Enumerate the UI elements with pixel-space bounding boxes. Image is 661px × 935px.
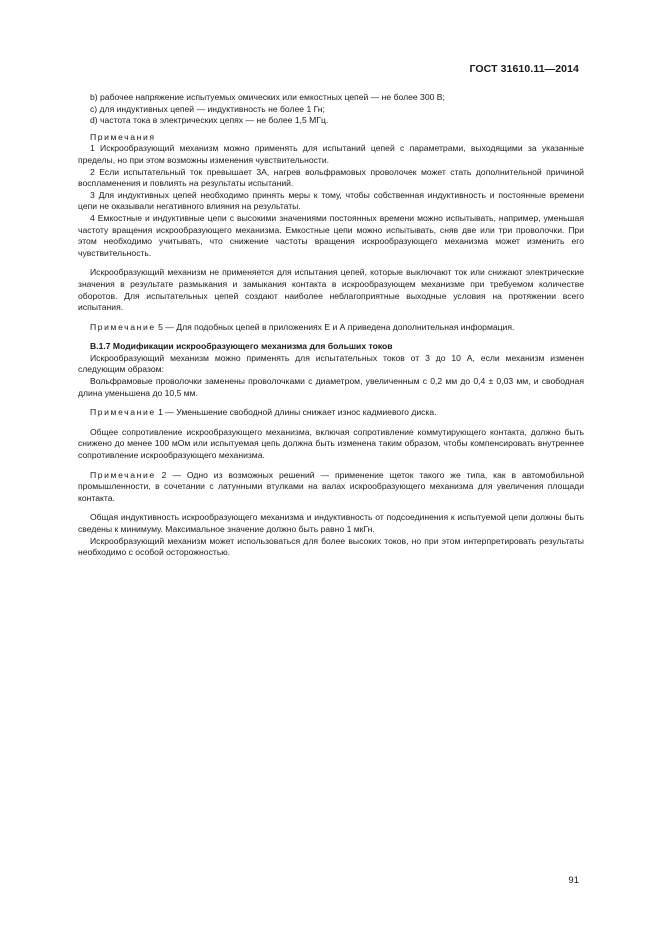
page-number: 91: [568, 875, 579, 886]
list-item-d: d) частота тока в электрических цепях — не более 1,5 МГц.: [90, 115, 329, 126]
paragraph: Общая индуктивность искрообразующего механизма и индуктивность от подсоединения к испытуемой цепи должны быть сведены к минимуму. Максимальное значение должно быть равно 1 мкГн.: [78, 512, 584, 534]
note-5: [78, 322, 584, 334]
paragraph: Общее сопротивление искрообразующего механизма, включая сопротивление коммутирующего контакта, должно быть снижено до менее 100 мОм или испытуемая цепь должна быть изменена таким образом, чтобы компенсировать внутреннее сопротивление искрообразующего механизма.: [78, 426, 584, 461]
paragraph: Искрообразующий механизм не применяется для испытания цепей, которые выключают ток или снижают электрические значения в результате размыкания и замыкания контакта в искрообразующем механизме при требуемом количестве оборотов. Для испытательных цепей создают наиболее неблагоприятные выходные условия на протяжении всего испытания.: [78, 267, 584, 313]
note-1: 1 Искрообразующий механизм можно применять для испытаний цепей с параметрами, выходящими за указанные пределы, но при этом возможны изменения чувствительности.: [78, 143, 584, 165]
note-label: Примечание: [90, 469, 156, 480]
note-text: 1 — Уменьшение свободной длины снижает износ кадмиевого диска.: [158, 407, 437, 418]
section-title: B.1.7 Модификации искрообразующего механизма для больших токов: [90, 341, 393, 352]
paragraph: Искрообразующий механизм может использоваться для более высоких токов, но при этом интерпретировать результаты необходимо с особой осторожностью.: [78, 535, 584, 558]
note-label: Примечание: [90, 407, 156, 418]
note-3: 3 Для индуктивных цепей необходимо принять меры к тому, чтобы собственная индуктивность и постоянные времени цепи не оказывали негативного влияния на результаты.: [78, 189, 584, 212]
note-1-b17: [78, 407, 584, 419]
note-text: 2 — Одно из возможных решений — применение щеток такого же типа, как в автомобильной промышленности, в сочетании с латунными втулками на валах искрообразующего механизма для увеличения площади контакта.: [78, 469, 584, 503]
notes-heading: Примечания: [90, 131, 156, 142]
note-2-b17: [78, 470, 584, 505]
note-text: 5 — Для подобных цепей в приложениях Е и А приведена дополнительная информация.: [158, 321, 515, 332]
paragraph: Вольфрамовые проволочки заменены проволочками с диаметром, увеличенным с 0,2 мм до 0,4 ± 0,03 мм, и свободная длина уменьшена до 10,5 мм.: [78, 376, 584, 398]
note-4: 4 Емкостные и индуктивные цепи с высокими значениями постоянных времени можно испытывать, например, уменьшая частоту вращения искрообразующего механизма. Емкостные цепи можно испытывать, сняв две или три проволочки. При этом необходимо учитывать, что снижение частоты вращения искрообразующего механизма может изменить его чувствительность.: [78, 212, 584, 258]
note-2: 2 Если испытательный ток превышает 3А, нагрев вольфрамовых проволочек может стать дополнительной причиной воспламенения и повлиять на результаты испытаний.: [78, 166, 584, 189]
list-item-b: b) рабочее напряжение испытуемых омических или емкостных цепей — не более 300 В;: [90, 92, 445, 102]
paragraph: Искрообразующий механизм можно применять для испытательных токов от 3 до 10 А, если механизм изменен следующим образом:: [78, 352, 584, 375]
document-header: ГОСТ 31610.11—2014: [469, 63, 579, 75]
page-body: [78, 92, 584, 559]
note-label: Примечание: [90, 321, 156, 332]
list-item-c: c) для индуктивных цепей — индуктивность не более 1 Гн;: [90, 103, 325, 114]
